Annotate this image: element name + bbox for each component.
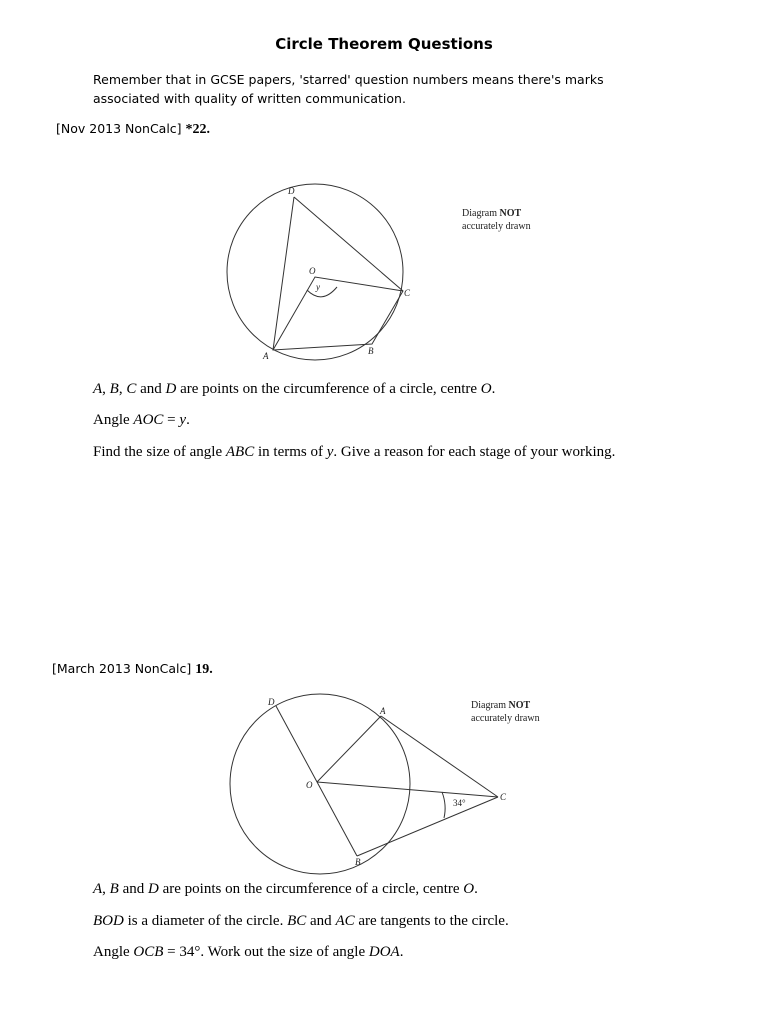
q2-label-O: O bbox=[306, 780, 313, 790]
q2-angle-arc bbox=[442, 792, 445, 818]
q1-label-A: A bbox=[263, 351, 269, 361]
q1-label-B: B bbox=[368, 346, 374, 356]
q2-tangent-BC bbox=[357, 797, 498, 856]
q2-radius-OA bbox=[317, 716, 381, 782]
q2-text-line1: A, B and D are points on the circumference of a circle, centre O. bbox=[93, 881, 478, 897]
q1-source: [Nov 2013 NonCalc] bbox=[56, 121, 182, 136]
q1-label-D: D bbox=[288, 186, 295, 196]
q2-angle-label: 34° bbox=[453, 798, 466, 808]
q2-source: [March 2013 NonCalc] bbox=[52, 661, 192, 676]
q1-diagram-note-line2: accurately drawn bbox=[462, 221, 531, 232]
q1-label-y: y bbox=[316, 282, 320, 292]
q2-label-C: C bbox=[500, 792, 507, 802]
q2-tangent-AC bbox=[381, 716, 498, 797]
q1-text-line3: Find the size of angle ABC in terms of y. Give a reason for each stage of your working. bbox=[93, 444, 616, 460]
q2-diameter-BOD bbox=[276, 706, 357, 856]
q2-text-line2: BOD is a diameter of the circle. BC and AC are tangents to the circle. bbox=[93, 913, 509, 929]
q2-label-B: B bbox=[355, 857, 361, 867]
q2-label-A: A bbox=[380, 706, 386, 716]
q2-diagram-note-line2: accurately drawn bbox=[471, 713, 540, 724]
q1-label-O: O bbox=[309, 266, 316, 276]
q2-text-line3: Angle OCB = 34°. Work out the size of angle DOA. bbox=[93, 944, 404, 960]
page-title: Circle Theorem Questions bbox=[275, 35, 493, 53]
q1-diagram-note-line1: Diagram NOT bbox=[462, 208, 522, 219]
intro-paragraph: Remember that in GCSE papers, 'starred' question numbers means there's marks associated with quality of written communication. bbox=[93, 72, 604, 106]
q2-label-D: D bbox=[268, 697, 275, 707]
q1-label-C: C bbox=[404, 288, 411, 298]
q1-text-line1: A, B, C and D are points on the circumference of a circle, centre O. bbox=[93, 381, 496, 397]
q1-number: *22. bbox=[185, 122, 211, 137]
q2-circle bbox=[230, 694, 410, 874]
q1-text-line2: Angle AOC = y. bbox=[93, 412, 190, 428]
q2-diagram-note-line1: Diagram NOT bbox=[471, 700, 531, 711]
q2-line-OC bbox=[317, 782, 498, 797]
q2-number: 19. bbox=[195, 662, 213, 677]
